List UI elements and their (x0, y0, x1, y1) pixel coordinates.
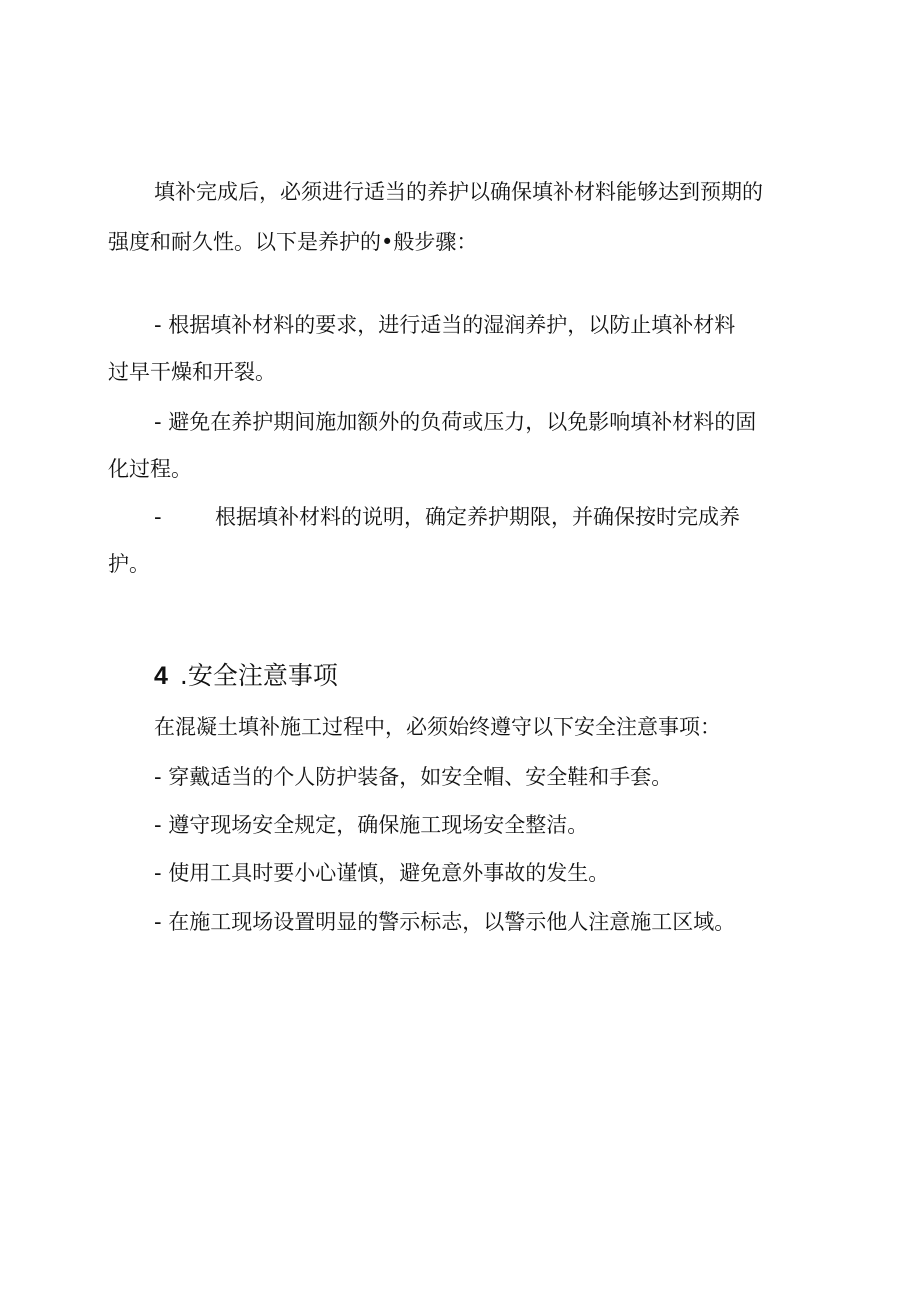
section-number: 4 (154, 662, 168, 690)
curing-step-3-line-2: 护。 (108, 552, 150, 576)
curing-step-2-line-1: - 避免在养护期间施加额外的负荷或压力，以免影响填补材料的固 (154, 410, 757, 434)
curing-intro-line-2: 强度和耐久性。以下是养护的•般步骤： (108, 230, 478, 254)
curing-step-3-dash: - (154, 505, 162, 529)
safety-item-3: - 使用工具时要小心谨慎，避免意外事故的发生。 (154, 861, 610, 885)
safety-item-2: - 遵守现场安全规定，确保施工现场安全整洁。 (154, 813, 589, 837)
safety-item-1: - 穿戴适当的个人防护装备，如安全帽、安全鞋和手套。 (154, 765, 673, 789)
curing-intro-line-1: 填补完成后，必须进行适当的养护以确保填补材料能够达到预期的 (154, 180, 763, 204)
section-heading-safety (154, 660, 338, 692)
curing-step-1-line-2: 过早干燥和开裂。 (108, 360, 276, 384)
safety-item-4: - 在施工现场设置明显的警示标志，以警示他人注意施工区域。 (154, 910, 736, 934)
safety-intro: 在混凝土填补施工过程中，必须始终遵守以下安全注意事项： (154, 715, 721, 739)
curing-step-1-line-1: - 根据填补材料的要求，进行适当的湿润养护，以防止填补材料 (154, 313, 736, 337)
curing-step-2-line-2: 化过程。 (108, 457, 192, 481)
curing-step-3-line-1: 根据填补材料的说明，确定养护期限，并确保按时完成养 (215, 505, 740, 529)
section-title: .安全注意事项 (179, 661, 338, 690)
